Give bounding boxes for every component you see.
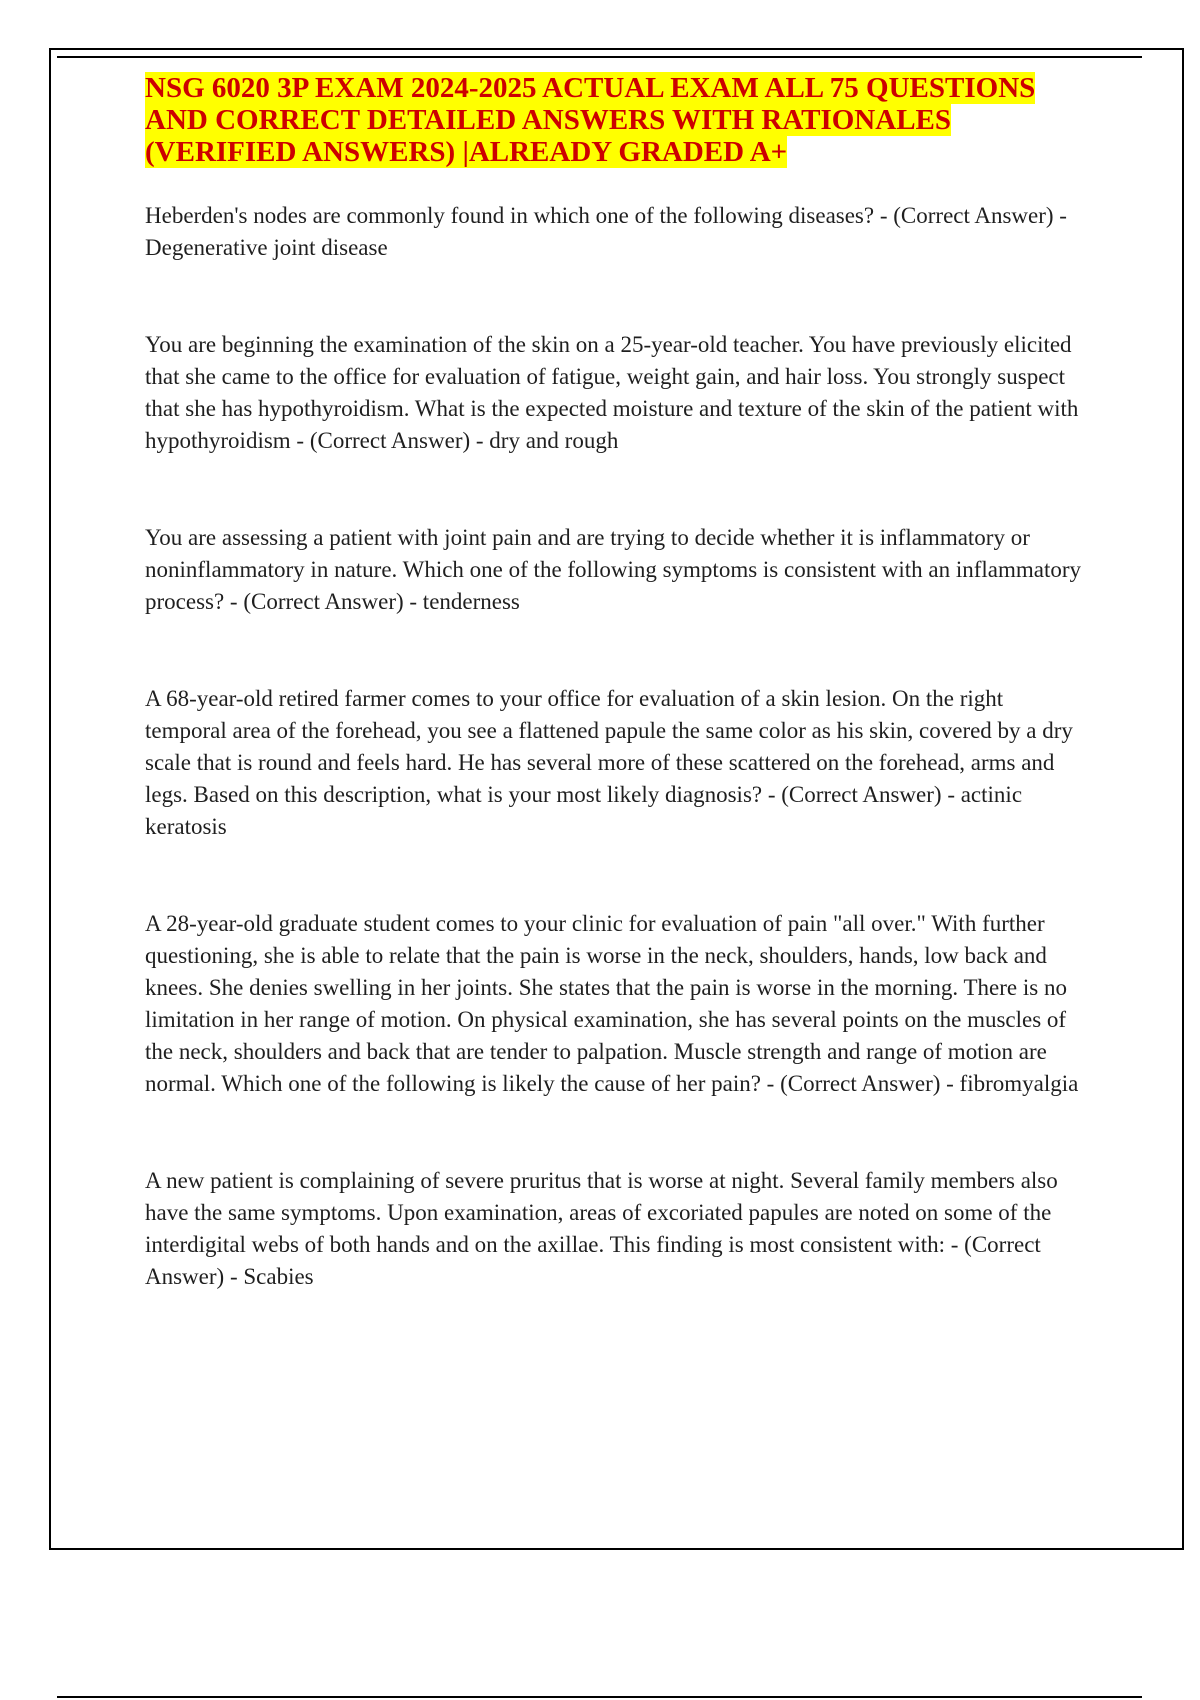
document-title-text: NSG 6020 3P EXAM 2024-2025 ACTUAL EXAM ALL 75 QUESTIONS AND CORRECT DETAILED ANSWERS WITH RATIONALES (VERIFIED ANSWERS) |ALREADY GRADED A+ — [145, 72, 1036, 168]
qa-item-4: A 68-year-old retired farmer comes to your office for evaluation of a skin lesion. On the right temporal area of the forehead, you see a flattened papule the same color as his skin, covered by a dry scale that is round and feels hard. He has several more of these scattered on the forehead, arms and legs. Based on this description, what is your most likely diagnosis? - (Correct Answer) - actinic keratosis — [145, 686, 1073, 839]
top-rule — [57, 56, 1142, 58]
qa-item-2: You are beginning the examination of the skin on a 25-year-old teacher. You have previously elicited that she came to the office for evaluation of fatigue, weight gain, and hair loss. You strongly suspect that she has hypothyroidism. What is the expected moisture and texture of the skin of the patient with hypothyroidism - (Correct Answer) - dry and rough — [145, 332, 1079, 453]
document-title — [145, 72, 1090, 168]
qa-item-3: You are assessing a patient with joint pain and are trying to decide whether it is inflammatory or noninflammatory in nature. Which one of the following symptoms is consistent with an inflammatory process? - (Correct Answer) - tenderness — [145, 525, 1082, 614]
qa-item-6: A new patient is complaining of severe pruritus that is worse at night. Several family members also have the same symptoms. Upon examination, areas of excoriated papules are noted on some of the interdigital webs of both hands and on the axillae. This finding is most consistent with: - (Correct Answer) - Scabies — [145, 1168, 1058, 1289]
bottom-rule — [57, 1696, 1142, 1698]
qa-item-5: A 28-year-old graduate student comes to your clinic for evaluation of pain "all over." With further questioning, she is able to relate that the pain is worse in the neck, shoulders, hands, low back and knees. She denies swelling in her joints. She states that the pain is worse in the morning. There is no limitation in her range of motion. On physical examination, she has several points on the muscles of the neck, shoulders and back that are tender to palpation. Muscle strength and range of motion are normal. Which one of the following is likely the cause of her pain? - (Correct Answer) - fibromyalgia — [145, 911, 1079, 1096]
qa-item-1: Heberden's nodes are commonly found in which one of the following diseases? - (Correct Answer) - Degenerative joint disease — [145, 203, 1067, 260]
document-body — [145, 72, 1090, 1358]
